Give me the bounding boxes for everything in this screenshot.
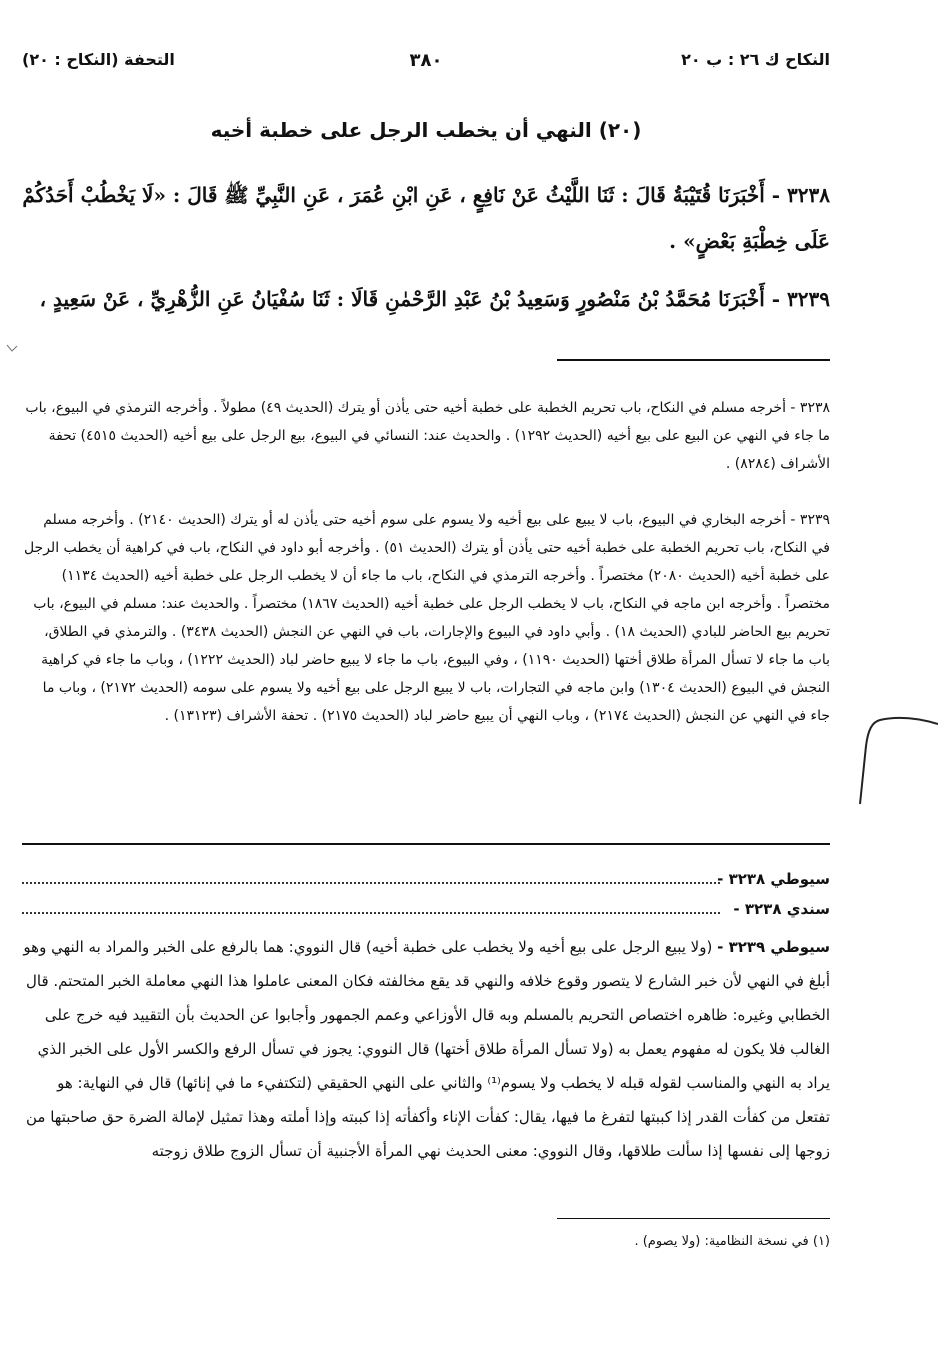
hadith-3238: ٣٢٣٨ - أَخْبَرَنَا قُتَيْبَةُ قَالَ : ثَنَا اللَّيْثُ عَنْ نَافِعٍ ، عَنِ ابْنِ عُمَرَ ، عَنِ النَّبِيِّ ﷺ قَالَ : «لَا يَخْطُبْ أَحَدُكُمْ عَلَى خِطْبَةِ بَعْضٍ» . bbox=[22, 183, 830, 253]
pen-mark-small bbox=[6, 343, 18, 353]
separator-rule bbox=[557, 359, 830, 361]
commentary-text: (ولا يبيع الرجل على بيع أخيه ولا يخطب على خطبة أخيه) قال النووي: هما بالرفع على الخبر والمراد به النهي وهو أبلغ في النهي لأن خبر الشارع لا يتصور وقوع خلافه والنهي قد يقع مخالفته فكان المعنى عاملوا هذا النهي معاملة الخبر المتحتم. قال الخطابي وغيره: ظاهره اختصاص التحريم بالمسلم وبه قال الأوزاعي وعمم الجمهور وأجابوا عن الحديث بأن التقييد فيه خرج على الغالب فلا يكون له مفهوم يعمل به (ولا تسأل المرأة طلاق أختها) قال النووي: يجوز في تسأل الرفع والكسر الأول على الخبر الذي يراد به النهي والمناسب لقوله قبله لا يخطب ولا يسوم⁽¹⁾ والثاني على النهي الحقيقي (لتكتفيء ما في إنائها) قال في النهاية: هو تفتعل من كفأت القدر إذا كببتها لتفرغ ما فيها، يقال: كفأت الإناء وأكفأته إذا كببته وإذا أملته وهذا تمثيل لإمالة الضرة حق صاحبتها من زوجها إلى نفسها إذا سألت طلاقها، وقال النووي: معنى الحديث نهي المرأة الأجنبية أن تسأل الزوج طلاق زوجته bbox=[23, 938, 830, 1160]
dotted-leader bbox=[22, 882, 720, 884]
header-chapter-ref: النكاح ك ٢٦ : ب ٢٠ bbox=[681, 50, 830, 69]
dotted-leader bbox=[22, 912, 720, 914]
commentary-ref-sindi bbox=[22, 900, 830, 926]
separator-rule bbox=[22, 843, 830, 845]
chapter-title: (٢٠) النهي أن يخطب الرجل على خطبة أخيه bbox=[210, 118, 642, 142]
commentary-ref-suyuti bbox=[22, 870, 830, 896]
footnote: (١) في نسخة النظامية: (ولا يصوم) . bbox=[634, 1234, 830, 1249]
commentary-ref-label: سندي ٣٢٣٨ - bbox=[733, 900, 830, 918]
commentary-label: سيوطي ٣٢٣٩ - bbox=[717, 938, 830, 956]
commentary-3239 bbox=[22, 930, 830, 1168]
hadith-3239: ٣٢٣٩ - أَخْبَرَنَا مُحَمَّدُ بْنُ مَنْصُورٍ وَسَعِيدُ بْنُ عَبْدِ الرَّحْمٰنِ قَالَا : ثَنَا سُفْيَانُ عَنِ الزُّهْرِيِّ ، عَنْ سَعِيدٍ ، bbox=[39, 287, 830, 311]
page-header bbox=[22, 50, 830, 78]
header-tuhfa-ref: التحفة (النكاح : ٢٠) bbox=[22, 50, 175, 69]
pen-mark-curve bbox=[858, 716, 938, 806]
takhrij-note-3238: ٣٢٣٨ - أخرجه مسلم في النكاح، باب تحريم الخطبة على خطبة أخيه حتى يأذن أو يترك (الحديث ٤٩) مطولاً . وأخرجه الترمذي في البيوع، باب ما جاء في النهي عن البيع على بيع أخيه (الحديث ١٢٩٢) . والحديث عند: النسائي في البيوع، بيع الرجل على بيع أخيه (الحديث ٤٥١٥) تحفة الأشراف (٨٢٨٤) . bbox=[25, 400, 830, 472]
takhrij-note-3239: ٣٢٣٩ - أخرجه البخاري في البيوع، باب لا يبيع على بيع أخيه ولا يسوم على سوم أخيه حتى يأذن له أو يترك (الحديث ٢١٤٠) . وأخرجه مسلم في النكاح، باب تحريم الخطبة على خطبة أخيه حتى يأذن أو يترك (الحديث ٥١) . وأخرجه أبو داود في النكاح، باب في كراهية أن يخطب الرجل على خطبة أخيه (الحديث ٢٠٨٠) مختصراً . وأخرجه الترمذي في النكاح، باب ما جاء أن لا يخطب الرجل على خطبة أخيه (الحديث ١١٣٤) مختصراً . وأخرجه ابن ماجه في النكاح، باب لا يخطب الرجل على خطبة أخيه (الحديث ١٨٦٧) مختصراً . والحديث عند: مسلم في البيوع، باب تحريم بيع الحاضر للبادي (الحديث ١٨) . وأبي داود في البيوع والإجارات، باب في النهي عن النجش (الحديث ٣٤٣٨) . والترمذي في الطلاق، باب ما جاء لا تسأل المرأة طلاق أختها (الحديث ١١٩٠) ، وفي البيوع، باب ما جاء لا يبيع حاضر لباد (الحديث ١٢٢٢) ، وباب ما جاء في كراهية النجش في البيوع (الحديث ١٣٠٤) وابن ماجه في التجارات، باب لا يبيع الرجل على بيع أخيه ولا يسوم على سومه (الحديث ٢١٧٢) ، وباب ما جاء في النهي عن النجش (الحديث ٢١٧٤) ، وباب النهي أن يبيع حاضر لباد (الحديث ٢١٧٥) . تحفة الأشراف (١٣١٢٣) . bbox=[23, 512, 830, 724]
footnote-rule bbox=[557, 1218, 830, 1219]
commentary-ref-label: سيوطي ٣٢٣٨ - bbox=[717, 870, 830, 888]
page-number: ٣٨٠ bbox=[409, 50, 443, 71]
